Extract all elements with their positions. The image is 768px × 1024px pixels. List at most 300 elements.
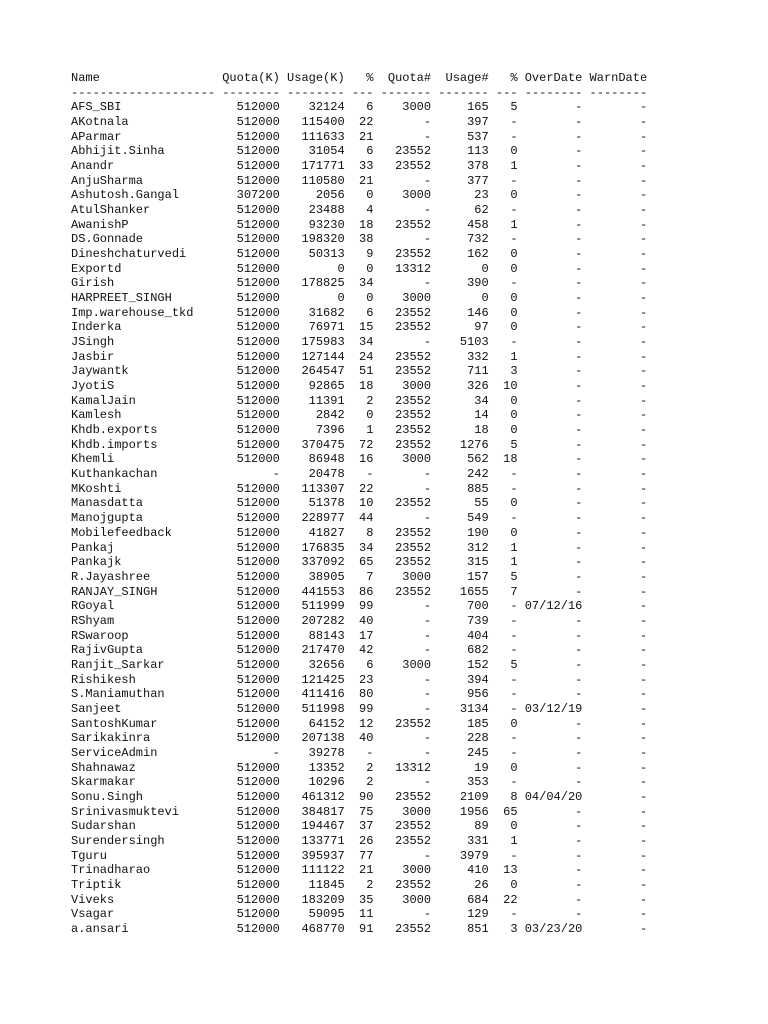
cell-1: 512000 — [222, 687, 280, 702]
table-row — [71, 276, 647, 291]
table-row — [71, 350, 647, 365]
cell-4: Quota# — [380, 71, 432, 85]
cell-2: 395937 — [287, 848, 345, 863]
cell-7: - — [524, 569, 583, 584]
cell-3: 6 — [351, 305, 374, 320]
cell-1: 512000 — [222, 848, 280, 863]
cell-1: 512000 — [222, 907, 280, 922]
cell-6: - — [495, 731, 518, 746]
cell-6: 0 — [495, 188, 518, 203]
table-row — [71, 658, 647, 673]
cell-6: - — [495, 232, 518, 247]
cell-5: 885 — [438, 481, 489, 496]
cell-8: - — [589, 467, 648, 482]
table-row — [71, 320, 647, 335]
table-row — [71, 673, 647, 688]
cell-1: 512000 — [222, 232, 280, 247]
cell-3: 0 — [351, 408, 374, 423]
cell-4: 3000 — [380, 892, 432, 907]
cell-1: 512000 — [222, 511, 280, 526]
cell-2: 0 — [287, 291, 345, 306]
cell-0: S.Maniamuthan — [71, 687, 216, 702]
cell-0: Rishikesh — [71, 672, 216, 687]
cell-4: 23552 — [380, 159, 432, 174]
cell-1: 512000 — [222, 144, 280, 159]
cell-0: Sonu.Singh — [71, 789, 216, 804]
cell-2: 441553 — [287, 584, 345, 599]
cell-0: AnjuSharma — [71, 173, 216, 188]
cell-6: 0 — [495, 305, 518, 320]
cell-1: 512000 — [222, 305, 280, 320]
cell-0: JyotiS — [71, 379, 216, 394]
cell-2: 38905 — [287, 569, 345, 584]
cell-7: - — [524, 364, 583, 379]
cell-2: 32124 — [287, 100, 345, 115]
table-row — [71, 232, 647, 247]
table-row — [71, 599, 647, 614]
cell-1: 512000 — [222, 379, 280, 394]
cell-2: 127144 — [287, 349, 345, 364]
cell-4: ------- — [380, 85, 432, 100]
cell-0: Anandr — [71, 159, 216, 174]
cell-3: 38 — [351, 232, 374, 247]
cell-8: - — [589, 481, 648, 496]
cell-6: 0 — [495, 247, 518, 262]
cell-3: 15 — [351, 320, 374, 335]
cell-8: - — [589, 276, 648, 291]
cell-1: Quota(K) — [222, 71, 280, 85]
cell-1: 512000 — [222, 159, 280, 174]
cell-5: 378 — [438, 159, 489, 174]
cell-0: Pankaj — [71, 540, 216, 555]
cell-2: 264547 — [287, 364, 345, 379]
cell-1: 512000 — [222, 701, 280, 716]
cell-6: 1 — [495, 349, 518, 364]
cell-8: - — [589, 863, 648, 878]
cell-1: 512000 — [222, 819, 280, 834]
cell-1: 512000 — [222, 833, 280, 848]
cell-0: Sarikakinra — [71, 731, 216, 746]
cell-7: - — [524, 247, 583, 262]
table-row — [71, 585, 647, 600]
cell-8: - — [589, 320, 648, 335]
cell-4: 3000 — [380, 291, 432, 306]
cell-6: 0 — [495, 819, 518, 834]
cell-2: 86948 — [287, 452, 345, 467]
cell-7: - — [524, 672, 583, 687]
cell-0: R.Jayashree — [71, 569, 216, 584]
cell-2: 23488 — [287, 203, 345, 218]
cell-4: 23552 — [380, 833, 432, 848]
cell-6: 1 — [495, 159, 518, 174]
cell-7: - — [524, 188, 583, 203]
cell-2: 198320 — [287, 232, 345, 247]
table-row — [71, 643, 647, 658]
cell-4: 23552 — [380, 305, 432, 320]
cell-3: 44 — [351, 511, 374, 526]
cell-4: 23552 — [380, 217, 432, 232]
cell-5: 739 — [438, 613, 489, 628]
cell-2: 228977 — [287, 511, 345, 526]
cell-2: 207282 — [287, 613, 345, 628]
cell-0: Khdb.exports — [71, 423, 216, 438]
cell-2: 370475 — [287, 437, 345, 452]
cell-6: - — [495, 173, 518, 188]
cell-3: 22 — [351, 481, 374, 496]
cell-4: 13312 — [380, 261, 432, 276]
cell-1: 512000 — [222, 804, 280, 819]
cell-1: 512000 — [222, 349, 280, 364]
cell-0: Tguru — [71, 848, 216, 863]
cell-4: - — [380, 701, 432, 716]
cell-1: 512000 — [222, 716, 280, 731]
cell-8: - — [589, 100, 648, 115]
cell-8: - — [589, 643, 648, 658]
cell-3: 2 — [351, 760, 374, 775]
cell-7: - — [524, 657, 583, 672]
cell-0: Girish — [71, 276, 216, 291]
table-row — [71, 144, 647, 159]
cell-3: 0 — [351, 188, 374, 203]
cell-4: - — [380, 643, 432, 658]
cell-6: - — [495, 481, 518, 496]
cell-2: 10296 — [287, 775, 345, 790]
cell-1: 512000 — [222, 115, 280, 130]
table-row — [71, 218, 647, 233]
cell-7: - — [524, 129, 583, 144]
cell-3: 10 — [351, 496, 374, 511]
cell-7: - — [524, 496, 583, 511]
cell-5: 711 — [438, 364, 489, 379]
cell-2: 113307 — [287, 481, 345, 496]
cell-6: 65 — [495, 804, 518, 819]
cell-3: 90 — [351, 789, 374, 804]
cell-6: 3 — [495, 364, 518, 379]
cell-3: 12 — [351, 716, 374, 731]
cell-0: Jasbir — [71, 349, 216, 364]
cell-4: 3000 — [380, 657, 432, 672]
cell-0: Kuthankachan — [71, 467, 216, 482]
cell-7: - — [524, 437, 583, 452]
cell-1: 512000 — [222, 775, 280, 790]
cell-4: 23552 — [380, 349, 432, 364]
cell-3: 40 — [351, 731, 374, 746]
cell-5: 2109 — [438, 789, 489, 804]
cell-6: - — [495, 672, 518, 687]
cell-3: 24 — [351, 349, 374, 364]
cell-7: - — [524, 716, 583, 731]
cell-7: - — [524, 687, 583, 702]
cell-7: -------- — [524, 85, 583, 100]
cell-4: - — [380, 511, 432, 526]
quota-report — [71, 71, 647, 937]
cell-6: % — [495, 71, 518, 85]
cell-5: 353 — [438, 775, 489, 790]
cell-3: 11 — [351, 907, 374, 922]
cell-7: - — [524, 203, 583, 218]
cell-0: Khemli — [71, 452, 216, 467]
cell-0: AFS_SBI — [71, 100, 216, 115]
cell-3: 16 — [351, 452, 374, 467]
cell-0: -------------------- — [71, 85, 216, 100]
cell-8: - — [589, 569, 648, 584]
cell-6: - — [495, 613, 518, 628]
cell-0: Manojgupta — [71, 511, 216, 526]
cell-0: Manasdatta — [71, 496, 216, 511]
cell-6: 18 — [495, 452, 518, 467]
cell-3: 2 — [351, 393, 374, 408]
cell-0: Mobilefeedback — [71, 525, 216, 540]
cell-5: 537 — [438, 129, 489, 144]
cell-3: 8 — [351, 525, 374, 540]
cell-2: 194467 — [287, 819, 345, 834]
cell-5: 562 — [438, 452, 489, 467]
cell-7: - — [524, 217, 583, 232]
cell-0: AKotnala — [71, 115, 216, 130]
table-row — [71, 907, 647, 922]
cell-2: 171771 — [287, 159, 345, 174]
cell-5: 26 — [438, 877, 489, 892]
cell-6: - — [495, 848, 518, 863]
cell-7: - — [524, 628, 583, 643]
cell-6: 1 — [495, 833, 518, 848]
table-row — [71, 570, 647, 585]
cell-5: 700 — [438, 599, 489, 614]
cell-8: - — [589, 716, 648, 731]
cell-5: 394 — [438, 672, 489, 687]
cell-2: 2842 — [287, 408, 345, 423]
cell-6: - — [495, 129, 518, 144]
cell-5: 146 — [438, 305, 489, 320]
cell-8: - — [589, 687, 648, 702]
cell-3: - — [351, 467, 374, 482]
cell-7: - — [524, 833, 583, 848]
cell-4: 3000 — [380, 452, 432, 467]
cell-5: 404 — [438, 628, 489, 643]
cell-2: 111122 — [287, 863, 345, 878]
cell-8: - — [589, 892, 648, 907]
cell-5: 549 — [438, 511, 489, 526]
cell-3: 4 — [351, 203, 374, 218]
table-row — [71, 805, 647, 820]
cell-0: RajivGupta — [71, 643, 216, 658]
cell-6: - — [495, 599, 518, 614]
table-row — [71, 717, 647, 732]
cell-4: - — [380, 848, 432, 863]
cell-4: 3000 — [380, 569, 432, 584]
cell-4: 3000 — [380, 188, 432, 203]
cell-8: - — [589, 511, 648, 526]
cell-3: 6 — [351, 100, 374, 115]
table-row — [71, 687, 647, 702]
cell-8: - — [589, 452, 648, 467]
cell-8: - — [589, 232, 648, 247]
cell-3: 35 — [351, 892, 374, 907]
table-row — [71, 819, 647, 834]
cell-2: 207138 — [287, 731, 345, 746]
cell-7: - — [524, 452, 583, 467]
cell-5: 1956 — [438, 804, 489, 819]
cell-3: 34 — [351, 335, 374, 350]
cell-3: % — [351, 71, 374, 85]
table-row — [71, 834, 647, 849]
cell-3: 21 — [351, 129, 374, 144]
table-row — [71, 452, 647, 467]
cell-5: 14 — [438, 408, 489, 423]
cell-8: - — [589, 437, 648, 452]
cell-6: - — [495, 745, 518, 760]
cell-8: - — [589, 364, 648, 379]
cell-6: 0 — [495, 291, 518, 306]
cell-0: AParmar — [71, 129, 216, 144]
cell-3: 2 — [351, 877, 374, 892]
cell-0: Dineshchaturvedi — [71, 247, 216, 262]
cell-8: - — [589, 789, 648, 804]
cell-5: 331 — [438, 833, 489, 848]
table-row — [71, 203, 647, 218]
cell-1: 512000 — [222, 877, 280, 892]
cell-7: - — [524, 320, 583, 335]
cell-0: Sudarshan — [71, 819, 216, 834]
cell-5: 390 — [438, 276, 489, 291]
cell-7: - — [524, 745, 583, 760]
cell-5: 228 — [438, 731, 489, 746]
cell-0: Ranjit_Sarkar — [71, 657, 216, 672]
cell-7: - — [524, 276, 583, 291]
cell-6: - — [495, 701, 518, 716]
table-row — [71, 247, 647, 262]
cell-1: 512000 — [222, 203, 280, 218]
cell-4: 23552 — [380, 789, 432, 804]
cell-8: - — [589, 188, 648, 203]
cell-0: KamalJain — [71, 393, 216, 408]
table-header — [71, 71, 647, 86]
cell-5: 129 — [438, 907, 489, 922]
cell-1: 512000 — [222, 364, 280, 379]
cell-6: 0 — [495, 716, 518, 731]
cell-1: 512000 — [222, 613, 280, 628]
cell-5: 332 — [438, 349, 489, 364]
cell-7: - — [524, 379, 583, 394]
cell-7: - — [524, 423, 583, 438]
cell-1: 512000 — [222, 393, 280, 408]
cell-8: - — [589, 349, 648, 364]
cell-2: 50313 — [287, 247, 345, 262]
cell-5: 165 — [438, 100, 489, 115]
cell-8: - — [589, 877, 648, 892]
table-row — [71, 541, 647, 556]
cell-6: - — [495, 907, 518, 922]
cell-2: 337092 — [287, 555, 345, 570]
cell-8: - — [589, 599, 648, 614]
cell-5: 397 — [438, 115, 489, 130]
cell-2: 64152 — [287, 716, 345, 731]
cell-5: 190 — [438, 525, 489, 540]
cell-8: - — [589, 921, 648, 936]
cell-2: 511999 — [287, 599, 345, 614]
cell-2: Usage(K) — [287, 71, 345, 85]
cell-4: 13312 — [380, 760, 432, 775]
cell-3: 0 — [351, 291, 374, 306]
cell-5: 312 — [438, 540, 489, 555]
cell-2: 88143 — [287, 628, 345, 643]
table-row — [71, 291, 647, 306]
cell-3: 77 — [351, 848, 374, 863]
cell-7: - — [524, 848, 583, 863]
cell-3: 80 — [351, 687, 374, 702]
cell-1: 512000 — [222, 863, 280, 878]
cell-4: 23552 — [380, 496, 432, 511]
cell-2: 121425 — [287, 672, 345, 687]
cell-6: 0 — [495, 320, 518, 335]
cell-7: - — [524, 467, 583, 482]
cell-8: - — [589, 540, 648, 555]
cell-0: RANJAY_SINGH — [71, 584, 216, 599]
cell-4: 3000 — [380, 863, 432, 878]
cell-5: 5103 — [438, 335, 489, 350]
cell-8: - — [589, 907, 648, 922]
cell-5: 851 — [438, 921, 489, 936]
cell-3: 1 — [351, 423, 374, 438]
cell-3: 21 — [351, 863, 374, 878]
cell-8: - — [589, 628, 648, 643]
table-row — [71, 438, 647, 453]
cell-5: 113 — [438, 144, 489, 159]
cell-8: - — [589, 745, 648, 760]
cell-0: Skarmakar — [71, 775, 216, 790]
cell-8: - — [589, 775, 648, 790]
cell-8: - — [589, 173, 648, 188]
cell-1: 512000 — [222, 643, 280, 658]
cell-3: 34 — [351, 276, 374, 291]
cell-8: - — [589, 496, 648, 511]
cell-0: Vsagar — [71, 907, 216, 922]
cell-1: 512000 — [222, 276, 280, 291]
cell-4: - — [380, 481, 432, 496]
table-row — [71, 775, 647, 790]
cell-3: 21 — [351, 173, 374, 188]
cell-4: - — [380, 129, 432, 144]
cell-4: - — [380, 672, 432, 687]
table-row — [71, 159, 647, 174]
cell-2: 468770 — [287, 921, 345, 936]
cell-7: - — [524, 540, 583, 555]
cell-2: 217470 — [287, 643, 345, 658]
cell-1: 512000 — [222, 408, 280, 423]
cell-6: 5 — [495, 437, 518, 452]
cell-5: 0 — [438, 261, 489, 276]
cell-2: 176835 — [287, 540, 345, 555]
cell-7: - — [524, 173, 583, 188]
cell-6: 22 — [495, 892, 518, 907]
cell-1: 512000 — [222, 247, 280, 262]
cell-3: 18 — [351, 217, 374, 232]
cell-0: AwanishP — [71, 217, 216, 232]
table-row — [71, 614, 647, 629]
cell-5: 3979 — [438, 848, 489, 863]
cell-4: - — [380, 203, 432, 218]
cell-5: Usage# — [438, 71, 489, 85]
cell-6: 10 — [495, 379, 518, 394]
cell-6: 8 — [495, 789, 518, 804]
table-row — [71, 496, 647, 511]
cell-6: 0 — [495, 760, 518, 775]
cell-7: - — [524, 877, 583, 892]
cell-7: - — [524, 907, 583, 922]
cell-1: 512000 — [222, 291, 280, 306]
cell-1: 512000 — [222, 481, 280, 496]
cell-6: 0 — [495, 877, 518, 892]
